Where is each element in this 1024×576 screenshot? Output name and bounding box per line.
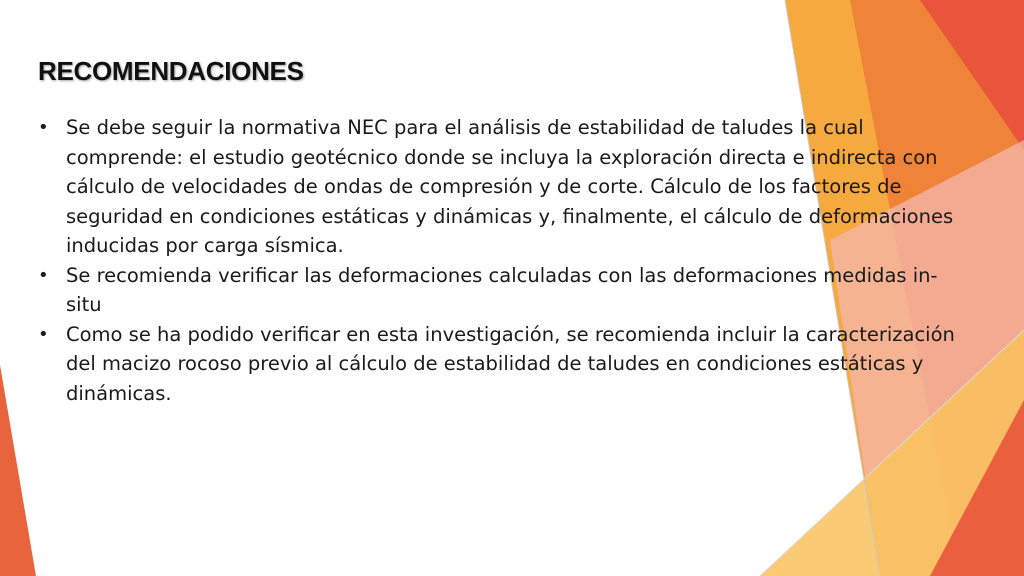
left-accent-shape xyxy=(0,365,36,576)
bullet-icon: • xyxy=(38,117,49,138)
bullet-text: Se debe seguir la normativa NEC para el análisis de estabilidad de taludes la cual comprende: el estudio geotécnico donde se incluya la exploración directa e indirecta con cálculo de velocidades de ondas de compresión y de corte. Cálculo de los factores de seguridad en condiciones estáticas y dinámicas y, finalmente, el cálculo de deformaciones inducidas por carga sísmica. xyxy=(66,116,954,257)
bullet-icon: • xyxy=(38,264,49,286)
bullet-item xyxy=(38,113,963,261)
bullet-text: Se recomienda verificar las deformaciones calculadas con las deformaciones medidas in-situ xyxy=(66,263,938,316)
slide-title: RECOMENDACIONES xyxy=(38,56,304,86)
slide-content xyxy=(38,56,963,408)
bullet-list xyxy=(38,113,963,408)
bullet-text: Como se ha podido verificar en esta investigación, se recomienda incluir la caracterización del macizo rocoso previo al cálculo de estabilidad de taludes en condiciones estáticas y dinámicas. xyxy=(66,322,955,405)
bullet-item xyxy=(38,261,963,320)
bullet-item xyxy=(38,320,963,409)
bullet-icon: • xyxy=(38,323,49,345)
